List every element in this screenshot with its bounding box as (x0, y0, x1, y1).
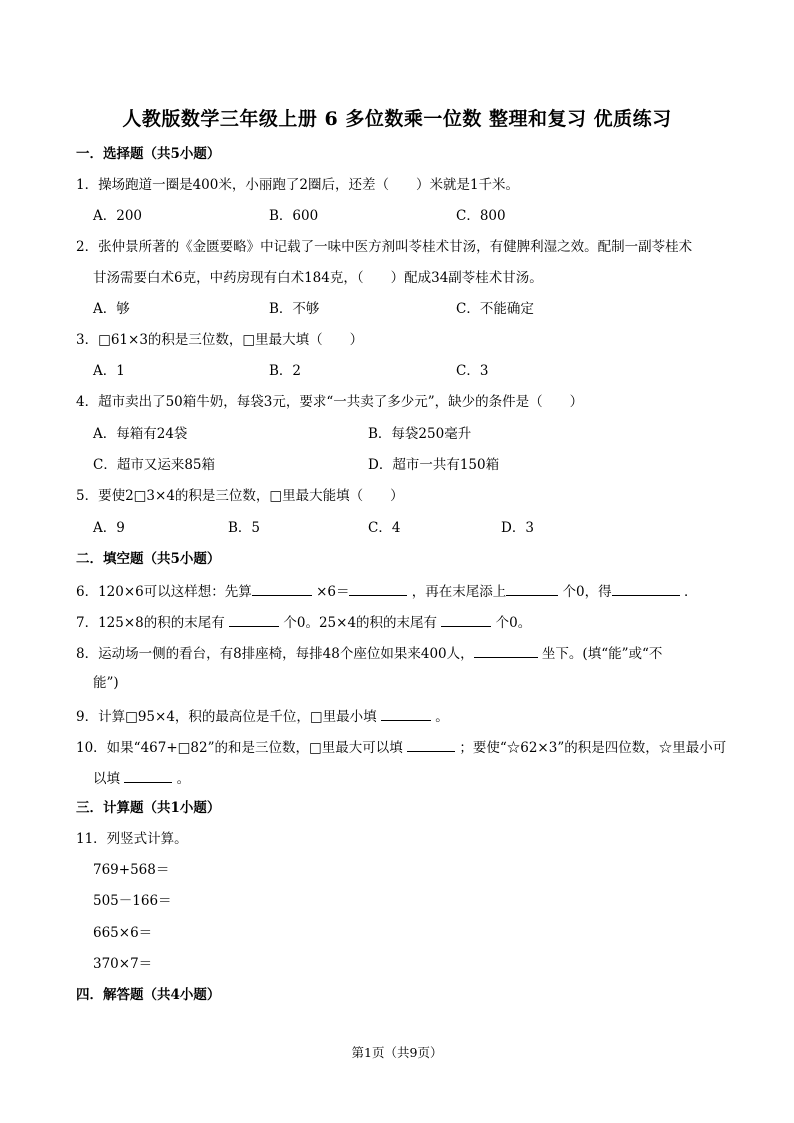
question-6 (76, 581, 697, 601)
question-3-option-a: A．1 (93, 363, 125, 379)
question-10-part2: ；要使“☆62×3”的积是四位数，☆里最小可 (459, 740, 727, 756)
calc-expression-1: 769+568＝ (93, 862, 170, 878)
question-7-part2: 个0。25×4的积的末尾有 (283, 615, 438, 631)
question-4-stem: 4．超市卖出了50箱牛奶，每袋3元，要求“一共卖了多少元”，缺少的条件是（ ） (76, 394, 584, 410)
answer-blank[interactable] (441, 612, 491, 627)
question-6-part1: 6．120×6可以这样想：先算 (76, 584, 252, 600)
question-8-line2: 能”) (93, 675, 119, 691)
question-9 (76, 706, 449, 726)
question-2-stem-line2: 甘汤需要白术6克，中药房现有白术184克，（ ）配成34副苓桂术甘汤。 (93, 270, 543, 286)
question-2-option-b: B．不够 (269, 301, 320, 317)
question-4-option-a: A．每箱有24袋 (93, 426, 188, 442)
section-heading-calc: 三．计算题（共1小题） (76, 800, 221, 816)
question-1-option-a: A．200 (93, 208, 143, 224)
question-2-stem-line1: 2．张仲景所著的《金匮要略》中记载了一味中医方剂叫苓桂术甘汤，有健脾利湿之效。配制一副苓桂术 (76, 239, 693, 255)
question-6-part2: ×6＝ (316, 584, 350, 600)
question-5-option-b: B．5 (228, 520, 261, 536)
question-3-option-c: C．3 (456, 363, 489, 379)
question-7-part3: 个0。 (495, 615, 532, 631)
answer-blank[interactable] (252, 581, 312, 596)
answer-blank[interactable] (381, 706, 431, 721)
answer-blank[interactable] (474, 643, 538, 658)
question-7 (76, 612, 531, 632)
section-heading-fill: 二．填空题（共5小题） (76, 551, 221, 567)
section-heading-choice: 一．选择题（共5小题） (76, 146, 221, 162)
question-1-option-c: C．800 (456, 208, 506, 224)
question-8-part1: 8．运动场一侧的看台，有8排座椅，每排48个座位如果来400人， (76, 646, 474, 662)
question-7-part1: 7．125×8的积的末尾有 (76, 615, 225, 631)
answer-blank[interactable] (612, 581, 680, 596)
page-footer: 第1页（共9页） (351, 1045, 443, 1060)
question-1-stem: 1．操场跑道一圈是400米，小丽跑了2圈后，还差（ ）米就是1千米。 (76, 177, 520, 193)
question-2-option-c: C．不能确定 (456, 301, 534, 317)
question-4-option-b: B．每袋250毫升 (368, 426, 472, 442)
question-3-stem: 3．□61×3的积是三位数，□里最大填（ ） (76, 332, 364, 348)
question-5-stem: 5．要使2□3×4的积是三位数，□里最大能填（ ） (76, 488, 404, 504)
question-6-part3: ，再在末尾添上 (411, 584, 507, 600)
answer-blank[interactable] (124, 768, 172, 783)
question-1-option-b: B．600 (269, 208, 319, 224)
question-4-option-c: C．超市又运来85箱 (93, 457, 216, 473)
question-5-option-a: A．9 (93, 520, 125, 536)
question-10-part1: 10．如果“467+□82”的和是三位数，□里最大可以填 (76, 740, 403, 756)
question-10-part3: 以填 (93, 771, 120, 787)
question-2-option-a: A．够 (93, 301, 130, 317)
calc-expression-3: 665×6＝ (93, 925, 153, 941)
answer-blank[interactable] (506, 581, 558, 596)
question-4-option-d: D．超市一共有150箱 (368, 457, 500, 473)
question-9-part2: 。 (435, 709, 449, 725)
answer-blank[interactable] (229, 612, 279, 627)
question-9-part1: 9．计算□95×4，积的最高位是千位，□里最小填 (76, 709, 377, 725)
page-title: 人教版数学三年级上册 6 多位数乘一位数 整理和复习 优质练习 (122, 108, 672, 130)
question-8-part2: 坐下。(填“能”或“不 (541, 646, 663, 662)
calc-expression-4: 370×7＝ (93, 956, 153, 972)
question-10-line1 (76, 737, 726, 757)
question-5-option-c: C．4 (368, 520, 401, 536)
question-11-stem: 11．列竖式计算。 (76, 831, 188, 847)
answer-blank[interactable] (349, 581, 407, 596)
question-6-part4: 个0，得 (562, 584, 612, 600)
question-10-line2 (93, 768, 190, 788)
question-8-line1 (76, 643, 662, 663)
calc-expression-2: 505－166＝ (93, 893, 172, 909)
answer-blank[interactable] (407, 737, 455, 752)
question-5-option-d: D．3 (501, 520, 534, 536)
section-heading-solve: 四．解答题（共4小题） (76, 987, 221, 1003)
question-6-part5: ． (683, 584, 698, 600)
question-10-part4: 。 (176, 771, 191, 787)
question-3-option-b: B．2 (269, 363, 302, 379)
